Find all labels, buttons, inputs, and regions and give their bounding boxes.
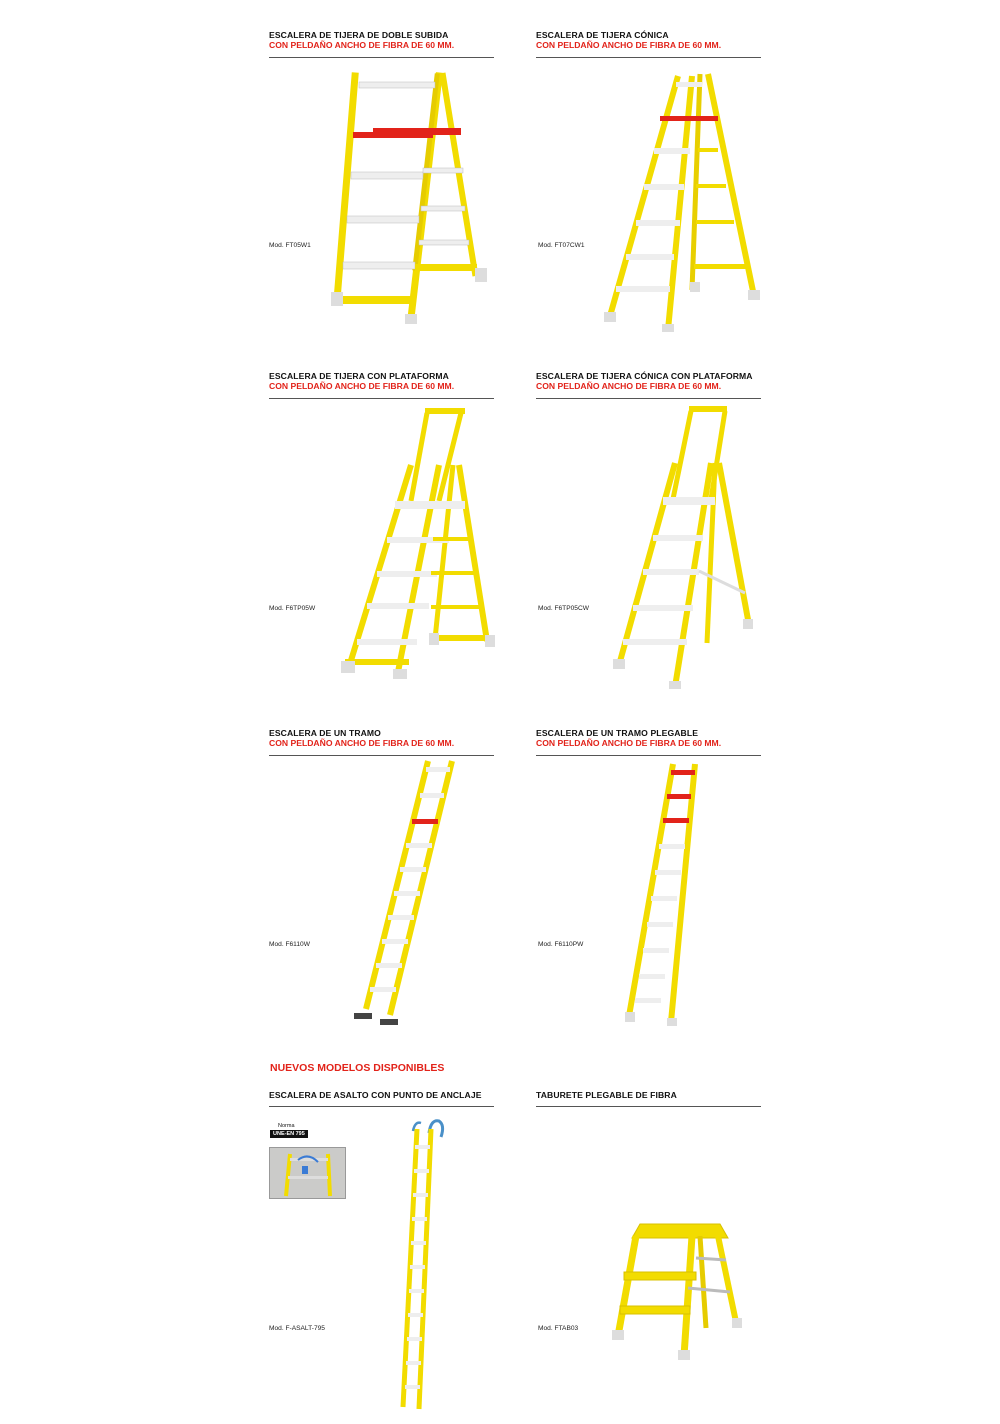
product-subtitle: CON PELDAÑO ANCHO DE FIBRA DE 60 MM. [536, 381, 722, 391]
product-model: Mod. F6TP05W [269, 605, 316, 612]
product-card-ftab03 [536, 1090, 761, 1100]
product-image-ft07cw1 [598, 68, 773, 333]
product-subtitle: CON PELDAÑO ANCHO DE FIBRA DE 60 MM. [536, 40, 722, 50]
product-model: Mod. F6TP05CW [538, 605, 589, 612]
product-card-f6tp05w [269, 371, 494, 391]
product-title: ESCALERA DE TIJERA CÓNICA CON PLATAFORMA [536, 371, 753, 381]
product-title: TABURETE PLEGABLE DE FIBRA [536, 1090, 677, 1100]
product-title: ESCALERA DE TIJERA CÓNICA [536, 30, 669, 40]
divider [536, 398, 761, 399]
divider [536, 1106, 761, 1107]
divider [269, 755, 494, 756]
product-title: ESCALERA DE TIJERA DE DOBLE SUBIDA [269, 30, 449, 40]
divider [269, 1106, 494, 1107]
divider [536, 755, 761, 756]
product-model: Mod. FT07CW1 [538, 242, 585, 249]
product-image-f6110pw [615, 760, 715, 1028]
product-subtitle: CON PELDAÑO ANCHO DE FIBRA DE 60 MM. [536, 738, 722, 748]
product-title: ESCALERA DE UN TRAMO [269, 728, 381, 738]
product-card-ft07cw1 [536, 30, 761, 50]
product-card-f-asalt-795 [269, 1090, 494, 1100]
product-subtitle: CON PELDAÑO ANCHO DE FIBRA DE 60 MM. [269, 738, 455, 748]
new-models-heading: NUEVOS MODELOS DISPONIBLES [270, 1062, 445, 1074]
product-image-f6tp05cw [605, 403, 765, 693]
product-card-ft05w1 [269, 30, 494, 50]
divider [269, 398, 494, 399]
product-model: Mod. FT05W1 [269, 242, 311, 249]
product-model: Mod. FTAB03 [538, 1325, 579, 1332]
product-card-f6110w [269, 728, 494, 748]
product-title: ESCALERA DE UN TRAMO PLEGABLE [536, 728, 699, 738]
product-image-f6tp05w [335, 405, 500, 685]
product-model: Mod. F6110PW [538, 941, 584, 948]
norma-badge: UNE-EN 795 [270, 1130, 308, 1138]
product-image-ftab03 [610, 1218, 755, 1368]
product-title: ESCALERA DE ASALTO CON PUNTO DE ANCLAJE [269, 1090, 482, 1100]
divider [536, 57, 761, 58]
product-card-f6tp05cw [536, 371, 761, 391]
divider [269, 57, 494, 58]
product-model: Mod. F6110W [269, 941, 310, 948]
product-image-f6110w [350, 757, 460, 1029]
product-subtitle: CON PELDAÑO ANCHO DE FIBRA DE 60 MM. [269, 381, 455, 391]
norma-label: Norma [278, 1123, 295, 1129]
product-title: ESCALERA DE TIJERA CON PLATAFORMA [269, 371, 449, 381]
product-subtitle: CON PELDAÑO ANCHO DE FIBRA DE 60 MM. [269, 40, 455, 50]
product-image-f-asalt-795 [395, 1115, 450, 1415]
product-model: Mod. F-ASALT-795 [269, 1325, 325, 1332]
product-card-f6110pw [536, 728, 761, 748]
product-image-ft05w1 [325, 68, 495, 328]
anchor-point-inset-image [269, 1147, 346, 1199]
